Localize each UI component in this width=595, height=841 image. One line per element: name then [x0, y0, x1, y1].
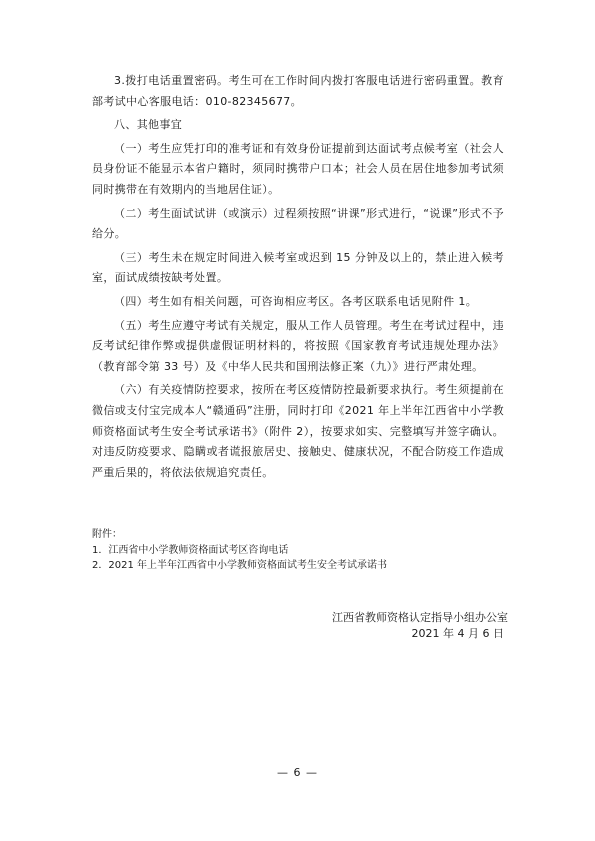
paragraph-item-2-lecture-format: （二）考生面试试讲（或演示）过程须按照“讲课”形式进行，“说课”形式不予给分。 [92, 206, 504, 241]
paragraph-item-3-late-arrival: （三）考生未在规定时间进入候考室或迟到 15 分钟及以上的，禁止进入候考室，面试成绩按缺考处置。 [92, 250, 504, 285]
attachments-section [92, 527, 504, 574]
issue-date: 2021 年 4 月 6 日 [411, 627, 504, 640]
signature-block [248, 610, 508, 642]
body-text [92, 71, 504, 486]
issuer-name: 江西省教师资格认定指导小组办公室 [332, 611, 508, 624]
attachment-item: 2．2021 年上半年江西省中小学教师资格面试考生安全考试承诺书 [92, 560, 387, 571]
attachments-list [92, 543, 504, 574]
paragraph-password-reset-phone: 3.拨打电话重置密码。考生可在工作时间内拨打客服电话进行密码重置。教育部考试中心客服电话：010-82345677。 [92, 74, 504, 108]
paragraph-item-1-admission: （一）考生应凭打印的准考证和有效身份证提前到达面试考点候考室（社会人员身份证不能显示本省户籍时，须同时携带户口本；社会人员在居住地参加考试须同时携带在有效期内的当地居住证）。 [92, 141, 504, 196]
paragraph-item-4-inquiries: （四）考生如有相关问题，可咨询相应考区。各考区联系电话见附件 1。 [114, 294, 478, 308]
attachments-title: 附件： [92, 529, 122, 540]
attachment-item: 1．江西省中小学教师资格面试考区咨询电话 [92, 544, 289, 556]
section-heading-other-matters: 八、其他事宜 [114, 118, 183, 132]
paragraph-item-5-discipline: （五）考生应遵守考试有关规定，服从工作人员管理。考生在考试过程中，违反考试纪律作弊或提供虚假证明材料的，将按照《国家教育考试违规处理办法》（教育部令第 33 号）及《中华人民共和国刑法修正案（九）》进行严肃处理。 [92, 318, 504, 373]
paragraph-item-6-epidemic-control: （六）有关疫情防控要求，按所在考区疫情防控最新要求执行。考生须提前在微信或支付宝完成本人“赣通码”注册，同时打印《2021 年上半年江西省中小学教师资格面试考生安全考试承诺书》（附件 2），按要求如实、完整填写并签字确认。对违反防疫要求、隐瞒或者谎报旅居史、接触史、健康状况，不配合防疫工作造成严重后果的，将依法依规追究责任。 [92, 383, 504, 479]
page-number: — 6 — [277, 766, 318, 779]
